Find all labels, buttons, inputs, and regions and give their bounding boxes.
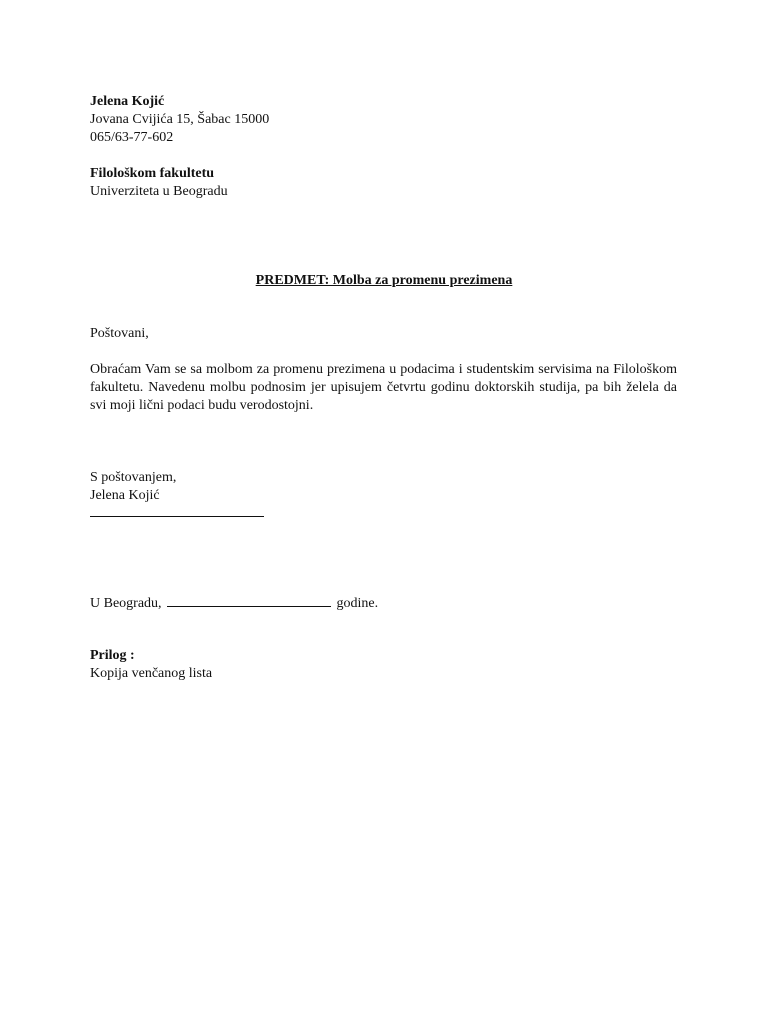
- place-date-line: [90, 594, 677, 613]
- place-date-suffix: godine.: [336, 596, 379, 611]
- greeting-text: Poštovani,: [90, 326, 149, 341]
- sender-name: Jelena Kojić: [90, 94, 165, 109]
- attachment-item: Kopija venčanog lista: [90, 666, 213, 681]
- sender-phone: 065/63-77-602: [90, 130, 174, 145]
- date-blank-line: [167, 594, 331, 607]
- recipient-block: [90, 165, 677, 201]
- place-date-prefix: U Beogradu,: [90, 596, 162, 611]
- recipient-university: Univerziteta u Beogradu: [90, 184, 228, 199]
- signature-line: [90, 516, 264, 517]
- sender-block: [90, 93, 677, 147]
- greeting: [90, 325, 677, 343]
- closing-block: [90, 469, 677, 517]
- closing-name: Jelena Kojić: [90, 488, 160, 503]
- body-paragraph: Obraćam Vam se sa molbom za promenu prezimena u podacima i studentskim servisima na Filološkom fakultetu. Navedenu molbu podnosim jer upisujem četvrtu godinu doktorskih studija, pa bih želela da svi moji lični podaci budu verodostojni.: [90, 362, 677, 413]
- recipient-faculty: Filološkom fakultetu: [90, 166, 215, 181]
- sender-address: Jovana Cvijića 15, Šabac 15000: [90, 112, 270, 127]
- closing-salutation: S poštovanjem,: [90, 470, 177, 485]
- subject-line: PREDMET: Molba za promenu prezimena: [255, 273, 513, 288]
- attachment-block: [90, 647, 677, 683]
- attachment-label: Prilog :: [90, 648, 135, 663]
